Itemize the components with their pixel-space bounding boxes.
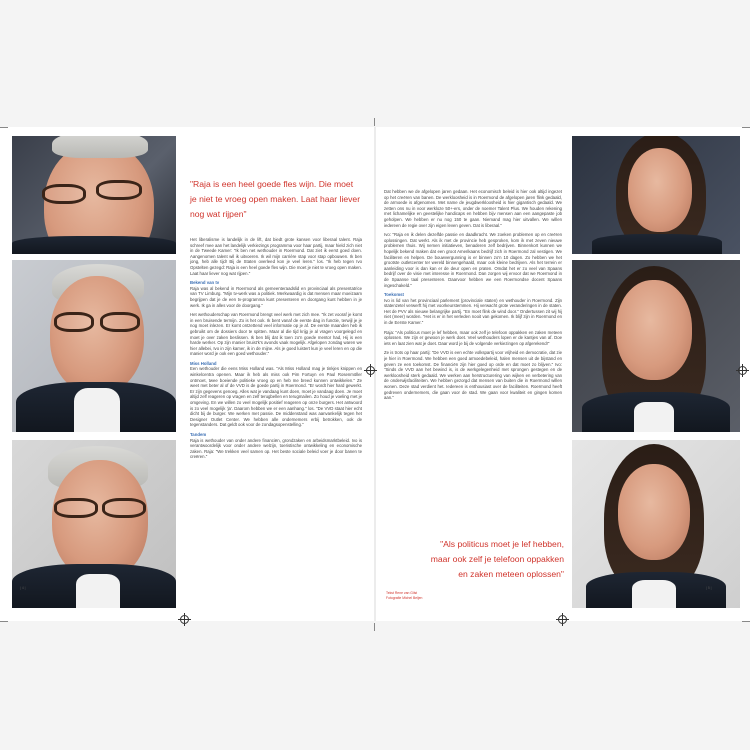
glasses [102,498,146,518]
crop-mark [742,127,750,128]
body-paragraph: Dat hebben we de afgelopen jaren gedaan. Het economisch beleid is hier ook altijd ingezet op het creëren van banen. De werkloosheid is in Roermond de afgelopen jaren flink gedaald, de armoede is afgenomen. Met name de jeugdwerkloosheid is hier gigantisch gedaald. We zetten ons nu in voor werkloze 50+-ers, onder de noemer Talent Plus. We houden rekening met lichamelijke en geestelijke handicaps en hebben bijv mensen aan een aangepaste job geholpen. We hebben er nu nog 150 te gaan. Niemand mag hier uitvallen. We willen iedereen de regie over zijn eigen leven geven. Dat is liberaal." [384,189,562,228]
page-number-left: | 4 | [20,586,26,590]
hair [52,136,148,158]
glasses [54,312,94,332]
face [52,460,148,580]
body-paragraph: Ze is trots op haar partij: "De VVD is een echte volkspartij voor vrijheid en democratie, dat zie je hier in Roermond. We hebben een goed armoedebeleid, halen mensen uit de bijstand en geven ze een toekomst. De financiën zijn hier goed op orde en dat moet zo blijven." Ivo: "Sinds de VVD aan het bewind is, is de werkgelegenheid met sprongen gestegen en de werkloosheid sterk gedaald. We werken aan herstructurering van wijken en verbetering van de onderwijsfaciliteiten. We hebben gezorgd dat mensen van buiten die in Roermond willen wonen. Deze stad verdient het. Iedereen is enthousiast over de faciliteiten. Roermond heeft gedreven ondernemers, die gaan voor de stad. We gaan voor kwaliteit en gingen komen aan." [384,350,562,401]
left-text-column [190,237,362,613]
body-paragraph: Het liberalisme is landelijk in de lift, dat biedt grote kansen voor liberaal talent. Raja schreef mee aan het landelijk verkiezings programma voor haar partij, maar hield zich niet in de Tweede Kamer: "Ik ben net wethouder in Roermond. Dat ziet ik eerst goed doen. Aangenomen talent wil ik uitvoeren. Ik wil mijn carrière stap voor stap opbouwen. Ik ben jong, heb alle tijd! Bij de Staten overleed kon je veel leren." los. "Ik heb tegen Ivo Opstelten gezegd: Raja is een heel goede fles wijn. Die moet je niet te vroeg open maken. Laat haar liever nog wat rijpen." [190,237,362,276]
shirt [634,402,674,432]
glasses [96,180,142,200]
registration-mark [558,615,567,624]
credit-photo: Fotografie Michel Beljen [386,596,423,600]
shirt [74,388,120,432]
suit [12,236,176,254]
crop-mark [374,623,375,631]
pull-quote-right: "Als politicus moet je lef hebben, maar ook zelf je telefoon oppakken en zaken meteen oplossen" [430,539,564,579]
crop-mark [374,118,375,126]
body-paragraph: Raja is wethouder van onder andere financiën, grondzaken en arbeidsmarktbeleid. Ivo is verantwoordelijk voor onder andere welzijn, toeristische ontwikkeling en economische zaken. Raja: "We trekken veel samen op. Het beste sociale beleid voer je door banen te creëren." [190,437,362,460]
body-paragraph: Het wethouderschap van Roermond brengt veel werk met zich mee. "Ik zet vooraf je komt in een bruisende termijn. Zo is het ook. Ik bent vanaf de eerste dag in functie, terwijl je je nog moet inlezen. Er komt ontzettend veel informatie op je af. De eerste maanden heb ik gebruikt om de dossiers door te spitten. Maar al die tijd krijg je al vragen voorgelegd en moet je over zaken beslissen. Ik ben blij dat ik toen zo'n goede mentor had, Hij is een harde werker. Op zijn manier bruist'k's avonds vaak mogelijk. Afgelopen zondag waren we hier allebei, Ivo in zijn kamer, ik in de mijne. Als je goed luistert kun je veel leren en op die manier word je ook een goed wethouder." [190,312,362,357]
right-page [376,127,750,621]
section-subhead: Toekomst [384,292,404,298]
glasses [54,498,98,518]
credits [386,591,422,601]
body-paragraph: Raja was al bekend in Roermond als gemeenteraadslid en provinciaal als presentatrice van TV Limburg. "Mijn tv-werk was a politiek. Merkwaardig is dat mensen maar moeizaam begrijpen dat je de een tv-programma kunt presenteren en doorgang kunt hebben in je werk. Ik ga in alles voor de doorgang." [190,285,362,308]
credit-text: Tekst Rene van Gilst [386,591,418,595]
face [50,276,144,394]
glasses [42,184,86,204]
crop-mark [742,621,750,622]
face [628,148,692,232]
jacket [592,234,722,254]
body-paragraph: Een wethouder die eens Miss Holland was. "Als Miss Holland mag je tinkjes knippen en winkelcentra openen. Maar ik heb als miss ook Pim Fortuyn en Paul Rosenmöller ontmoet, twee boeiende politieke vroeg op en heb me breed kunnen ontwikkelen." Ze weet met beter al of de VVD is de goede partij in Roermond. "Er wordt hier hard gewerkt. Er zijn gegevens genoeg. Alles wat je vandaag kunt doen, moet je vandaag doen. Je moet altijd zelf reageren op vragen en zelf terugbellen en terugmailen. Zo houd je voeling met je omgeving. En we willen zo veel mogelijk positief reageren op onze burgers. Het antwoord is zo veel mogelijk 'ja'. Daarom hebben we er een aanhang." los. "De VVD staat hier echt dicht bij de burger. We werken met passie. De middenstand was aanvankelijk tegen het Designer Outlet Center. We hebben alle ondernemers erbij betrokken, ook de tegenstanders. Dat geldt ook voor de zondagsopenstelling." [190,366,362,428]
crop-mark [0,127,8,128]
shirt [632,580,676,608]
photo-man-glasses-1 [12,136,176,254]
glasses [100,312,140,332]
face [616,280,692,380]
photo-woman-2 [572,260,740,432]
body-paragraph: Raja: "Als politicus moet je lef hebben, maar ook zelf je telefoon oppakken en zaken meteen oplossen. We zijn er gewoon je werk doet. Veel wethouders lopen er de kantjes van af. Doe iets en laat zien wat je doet. Daar word je bij de volgende verkiezingen op afgerekend!" [384,329,562,346]
body-paragraph: Ivo is lid van het provinciaal parlement (provinciale staten) en wethouder in Roermond. Zijn statenzetel verwerft hij met voorkeurstemmen. Hij verwacht grote veranderingen in de staten. Het de PVV als nieuwe belangrijke partij. "En moet flink de wind door." Ondertussen zit wij hij niet (meer) worden. "Het is er in het verleden nooit van gekomen. Ik blijf zijn in Roermond en in de Eerste Kamer." [384,297,562,326]
body-paragraph: Ivo: "Raja en ik delen dezelfde passie en daadkracht. We zoeken problemen op en creëren oplossingen. Dat werkt. Als ik met de provincie heb gesproken, kom ik met zeven nieuwe problemen thuis. Wij nemen initiatieven, benaderen zelf bedrijven. Binnenkort kunnen we hopelijk bekend maken dat een groot Amerikaans bedrijf zich in Roermond zal vestigen. We faciliteren en helpen. De bouwvergunning is er binnen zo'n 10 dagen. Zo hebben we het grootste outletcenter ter wereld binnengehaald, maar ook kleine bedrijven. Als het terrein er aanleiding voor is dan kan er de deur open en praten. Omdat het er zo veel van Spaans bedrijf over de visie met interesse in Roermond. Dan zorgen wij ervoor dat we Roermond in de Spaanse taal presenteren. Daarvoor hebben we een Roermondse docent Spaans ingeschakeld." [384,232,562,288]
photo-woman-3 [572,440,740,608]
registration-mark [366,366,375,375]
registration-mark [738,366,747,375]
photo-man-glasses-3 [12,440,176,608]
section-subhead: Bekend van tv [190,280,220,286]
left-page [0,127,374,621]
page-number-right: | 5 | [706,586,712,590]
right-text-column [384,189,562,519]
photo-man-glasses-2 [12,260,176,432]
crop-mark [0,621,8,622]
face [618,464,690,560]
section-subhead: Tandem [190,432,207,437]
registration-mark [180,615,189,624]
pull-quote-left: "Raja is een heel goede fles wijn. Die moet je niet te vroeg open maken. Laat haar liever nog wat rijpen" [190,179,361,219]
section-subhead: Miss Holland [190,360,217,366]
magazine-spread [0,127,750,621]
shirt [76,574,120,608]
photo-woman-1 [572,136,740,254]
